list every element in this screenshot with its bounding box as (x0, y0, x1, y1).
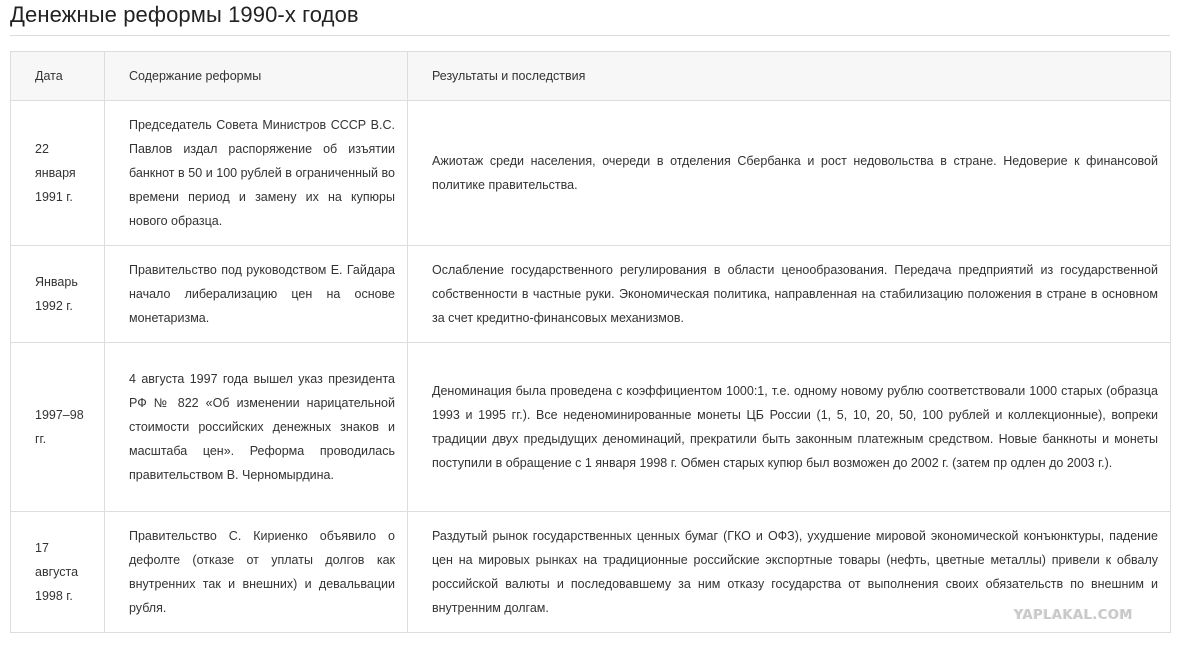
table-row (11, 512, 1171, 633)
cell-date: 22 января 1991 г. (11, 101, 105, 246)
title-divider (10, 35, 1170, 36)
watermark-logo: YAPLAKAL.COM (1014, 608, 1133, 623)
page-title: Денежные реформы 1990-х годов (10, 2, 359, 27)
cell-content: Председатель Совета Министров СССР В.С. Павлов издал распоряжение об изъятии банкнот в 50 и 100 рублей в ограниченный во времени период и замену их на купюры нового образца. (105, 101, 408, 246)
header-content: Содержание реформы (105, 52, 408, 101)
cell-content: 4 августа 1997 года вышел указ президента РФ № 822 «Об изменении нарицательной стоимости российских денежных знаков и масштаба цен». Реформа проводилась правительством В. Черномырдина. (105, 343, 408, 512)
table-row (11, 101, 1171, 246)
cell-date: Январь 1992 г. (11, 246, 105, 343)
table-row (11, 343, 1171, 512)
header-result: Результаты и последствия (408, 52, 1171, 101)
cell-date: 17 августа 1998 г. (11, 512, 105, 633)
cell-date: 1997–98 гг. (11, 343, 105, 512)
reforms-table (10, 51, 1171, 633)
cell-content: Правительство С. Кириенко объявило о дефолте (отказе от уплаты долгов как внутренних так и внешних) и девальвации рубля. (105, 512, 408, 633)
cell-content: Правительство под руководством Е. Гайдара начало либерализацию цен на основе монетаризма. (105, 246, 408, 343)
header-date: Дата (11, 52, 105, 101)
cell-result: Деноминация была проведена с коэффициентом 1000:1, т.е. одному новому рублю соответствовали 1000 старых (образца 1993 и 1995 гг.). Все неденоминированные монеты ЦБ России (1, 5, 10, 20, 50, 100 рублей и коллекционные), вопреки традиции двух предыдущих деноминаций, прекратили быть законным платежным средством. Новые банкноты и монеты поступили в обращение с 1 января 1998 г. Обмен старых купюр был возможен до 2002 г. (затем пр одлен до 2003 г.). (408, 343, 1171, 512)
table-row (11, 246, 1171, 343)
cell-result: Ажиотаж среди населения, очереди в отделения Сбербанка и рост недовольства в стране. Недоверие к финансовой политике правительства. (408, 101, 1171, 246)
cell-result: Ослабление государственного регулирования в области ценообразования. Передача предприятий из государственной собственности в частные руки. Экономическая политика, направленная на стабилизацию положения в стране в основном за счет кредитно-финансовых механизмов. (408, 246, 1171, 343)
table-header-row (11, 52, 1171, 101)
cell-result: Раздутый рынок государственных ценных бумаг (ГКО и ОФЗ), ухудшение мировой экономической конъюнктуры, падение цен на мировых рынках на традиционные российские экспортные товары (нефть, цветные металлы) привели к обвалу российской валюты и последовавшему за ним отказу государства от выполнения своих обязательств по внешним и внутренним долгам. (408, 512, 1171, 633)
